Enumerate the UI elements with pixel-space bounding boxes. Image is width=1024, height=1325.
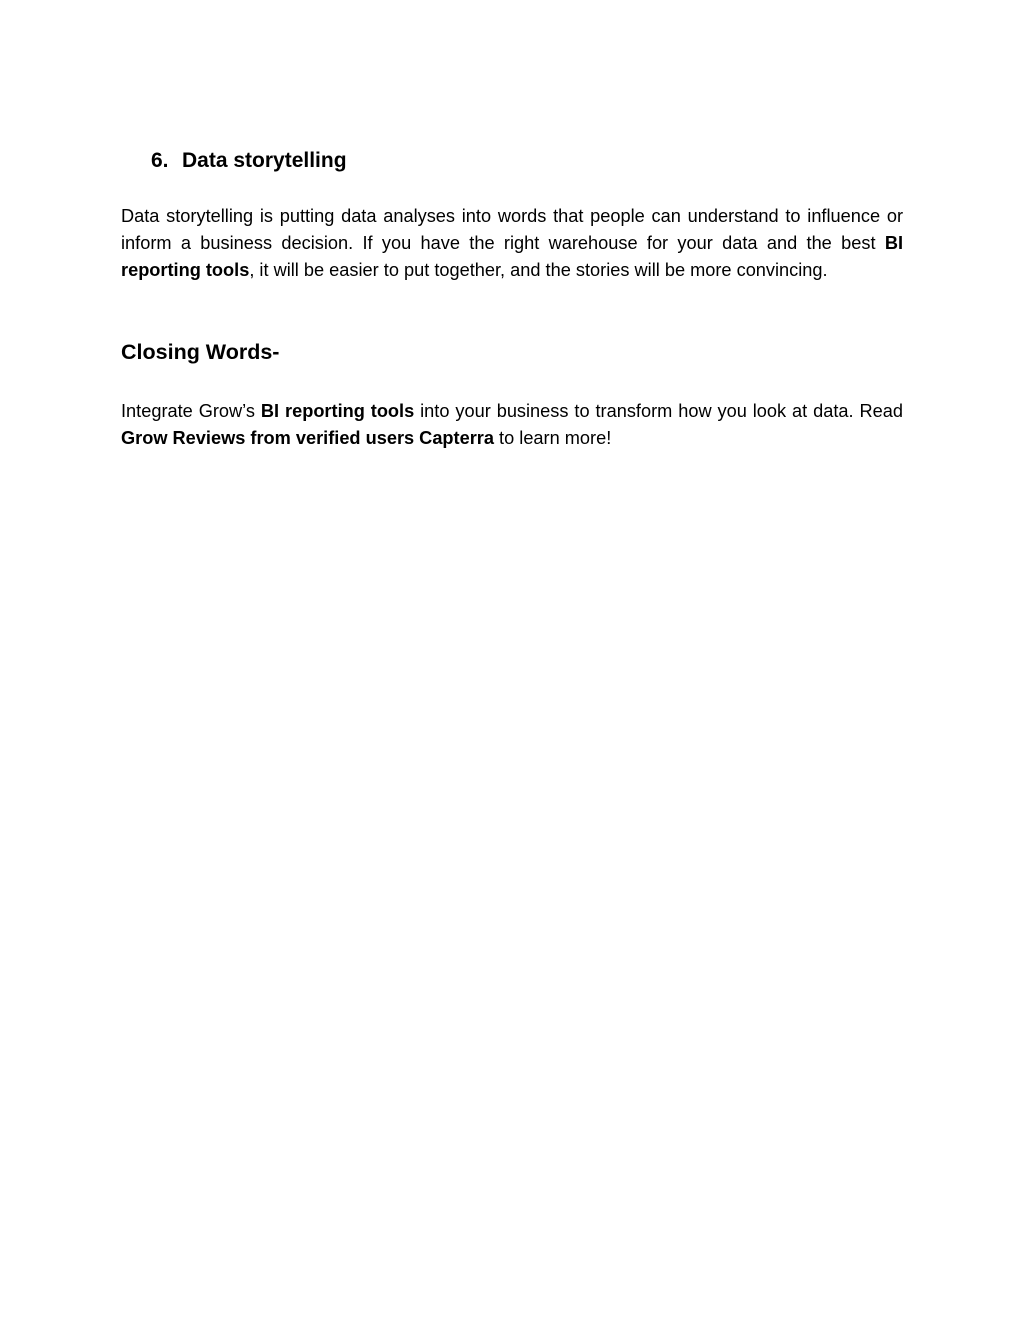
- grow-reviews-emphasis: Grow Reviews from verified users Capterra: [121, 427, 494, 448]
- bi-reporting-tools-emphasis: BI reporting tools: [260, 401, 415, 421]
- closing-paragraph: [121, 398, 903, 452]
- paragraph-text: , it will be easier to put together, and the stories will be more convincing.: [249, 259, 828, 280]
- section-title: Data storytelling: [182, 149, 347, 172]
- closing-heading: Closing Words-: [121, 340, 280, 364]
- section-heading: [151, 146, 347, 176]
- paragraph-text: to learn more!: [494, 427, 612, 448]
- paragraph-text: Data storytelling is putting data analyses into words that people can understand to influence or inform a business decision. If you have the right warehouse for your data and the best: [121, 206, 903, 253]
- bi-reporting-tools-emphasis: BI reporting tools: [121, 232, 903, 280]
- paragraph-text: Integrate Grow’s: [121, 401, 261, 421]
- paragraph-text: into your business to transform how you look at data. Read: [414, 401, 904, 421]
- section-number: 6.: [151, 149, 169, 172]
- storytelling-paragraph: [121, 203, 903, 283]
